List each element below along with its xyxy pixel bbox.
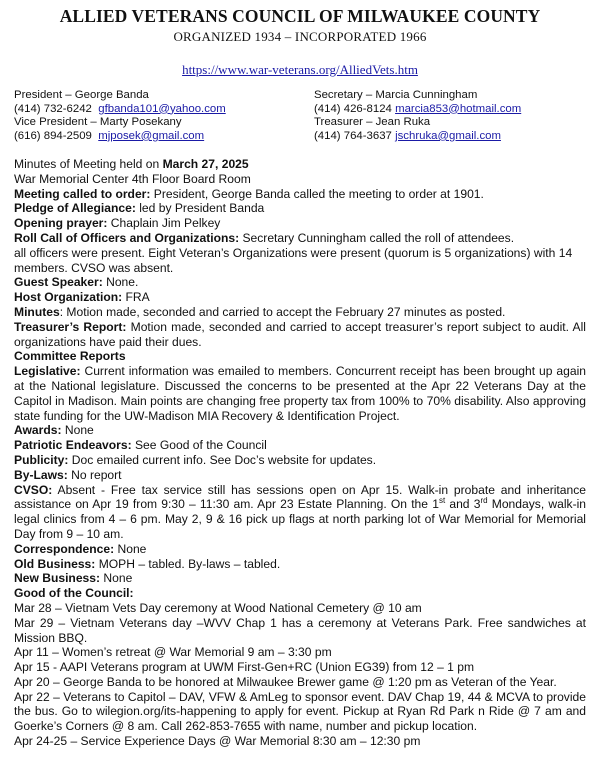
section-label: Publicity: [14,452,69,467]
section-label: Roll Call of Officers and Organizations: [14,230,240,245]
opening-prayer [14,216,586,231]
guest-speaker [14,275,586,290]
section-label: Pledge of Allegiance: [14,201,136,216]
bylaws-report [14,468,586,483]
section-text: Motion made, seconded and carried to accept treasurer’s report subject to audit. All organizations have paid their dues. [14,319,586,349]
section-text: None. [102,275,139,290]
vice-president-phone: (616) 894-2509 [14,129,92,142]
section-label: CVSO: [14,482,53,497]
awards-report [14,423,586,438]
section-label: Awards: [14,423,62,438]
section-label: Old Business: [14,556,96,571]
ordinal-suffix: rd [480,496,488,506]
treasurer-phone: (414) 764-3637 [314,129,392,142]
section-heading: Committee Reports [14,349,126,364]
meeting-intro-text: Minutes of Meeting held on [14,157,163,171]
section-label: Patriotic Endeavors: [14,438,132,453]
vice-president-name: Vice President – Marty Posekany [14,116,182,129]
section-label: Correspondence: [14,541,115,556]
publicity-report [14,453,586,468]
officers-right [314,89,521,143]
org-website-link[interactable]: https://www.war-veterans.org/AlliedVets.htm [182,62,418,77]
minutes-approval [14,305,586,320]
section-text: Current information was emailed to members. Concurrent receipt has been brought up again at the National legislature. Discussed the concerns to be presented at the Apr 22 Veterans Day at the Capitol in Madison. Main points are changing free property tax from 100% to 70% disability. Also approving state funding for the UW-Madison MIA Recovery & Identification Project. [14,364,586,423]
section-text: See Good of the Council [131,438,267,453]
president-contact [14,103,226,117]
section-label: Opening prayer: [14,216,108,231]
secretary-name: Secretary – Marcia Cunningham [314,89,478,101]
section-label: Host Organization: [14,290,123,305]
section-label: Treasurer’s Report: [14,319,127,334]
event-item: Apr 24-25 – Service Experience Days @ War Memorial 8:30 am – 12:30 pm [14,734,421,749]
committee-reports-heading [14,349,586,364]
org-subtitle: ORGANIZED 1934 – INCORPORATED 1966 [173,29,427,44]
president-name: President – George Banda [14,89,149,101]
president-phone: (414) 732-6242 [14,102,92,115]
section-text: : Motion made, seconded and carried to accept the February 27 minutes as posted. [59,304,506,319]
minutes-body [14,157,586,749]
officers-left [14,89,226,143]
section-text: Mondays, walk-in legal clinics from 4 – 6 pm. May 2, 9 & 16 pick up flags at north parking lot of War Memorial for Memorial Day from 9 – 10 am. [14,497,587,541]
secretary-phone: (414) 426-8124 [314,102,392,115]
treasurer-name: Treasurer – Jean Ruka [314,116,431,129]
section-heading: Good of the Council: [14,586,134,601]
section-label: New Business: [14,571,101,586]
event-item: Apr 15 - AAPI Veterans program at UWM First-Gen+RC (Union EG39) from 12 – 1 pm [14,660,475,675]
treasurer-report [14,320,586,350]
section-label: By-Laws: [14,467,68,482]
vice-president-contact [14,130,226,144]
good-of-council-heading [14,586,586,601]
section-label: Meeting called to order: [14,186,151,201]
section-text: None [114,541,147,556]
section-text: led by President Banda [135,201,265,216]
cvso-report [14,483,586,542]
host-organization [14,290,586,305]
ordinal-suffix: st [438,496,446,506]
event-item: Mar 28 – Vietnam Vets Day ceremony at Wood National Cemetery @ 10 am [14,600,422,615]
org-title: ALLIED VETERANS COUNCIL OF MILWAUKEE COUNTY [59,6,541,26]
vice-president-email-link[interactable]: mjposek@gmail.com [98,129,205,142]
treasurer-contact [314,130,521,144]
section-text: President, George Banda called the meeting to order at 1901. [150,186,484,201]
section-label: Legislative: [14,364,81,379]
president-email-link[interactable]: gfbanda101@yahoo.com [98,102,226,115]
secretary-email-link[interactable]: marcia853@hotmail.com [395,102,522,115]
event-item: Apr 20 – George Banda to be honored at Milwaukee Brewer game @ 1:20 pm as Veteran of the Year. [14,674,557,689]
called-to-order [14,187,586,202]
event-item: Apr 22 – Veterans to Capitol – DAV, VFW & AmLeg to sponsor event. DAV Chap 19, 44 & MCVA to provide the bus. Go to wilegion.org/its-happening to apply for event. Pickup at Ryan Rd Park n Ride @ 7 am and Goerke’s Corners @ 8 am. Call 262-853-7655 with name, number and pickup location. [14,689,586,734]
secretary-contact [314,103,521,117]
section-label: Minutes [14,304,60,319]
meeting-date: March 27, 2025 [162,157,249,171]
old-business [14,557,586,572]
new-business [14,571,586,586]
event-item: Mar 29 – Vietnam Veterans day –WVV Chap 1 has a ceremony at Veterans Park. Free sandwiches at Mission BBQ. [14,615,586,645]
legislative-report [14,364,586,423]
section-text: FRA [122,290,150,305]
section-text: Absent - Free tax service still has sessions open on Apr 15. Walk-in probate and inheritance assistance on Apr 19 from 9:30 – 11:30 am. Apr 23 Estate Planning. On the 1 [14,482,586,512]
correspondence [14,542,586,557]
roll-call [14,231,586,246]
event-item: Apr 11 – Women’s retreat @ War Memorial 9 am – 3:30 pm [14,645,332,660]
section-text: Doc emailed current info. See Doc’s website for updates. [68,452,377,467]
section-text: None [100,571,133,586]
section-text: Secretary Cunningham called the roll of attendees. [239,230,515,245]
roll-call-details: all officers were present. Eight Veteran’s Organizations were present (quorum is 5 organizations) with 14 members. CVSO was absent. [14,245,573,275]
meeting-location: War Memorial Center 4th Floor Board Room [14,171,251,186]
section-text: None [61,423,94,438]
section-text: MOPH – tabled. By-laws – tabled. [95,556,281,571]
meeting-intro [14,157,586,172]
section-label: Guest Speaker: [14,275,103,290]
section-text: Chaplain Jim Pelkey [107,216,221,231]
section-text: and 3 [445,497,481,512]
section-text: No report [67,467,122,482]
treasurer-email-link[interactable]: jschruka@gmail.com [395,129,501,142]
pledge [14,201,586,216]
patriotic-endeavors [14,438,586,453]
